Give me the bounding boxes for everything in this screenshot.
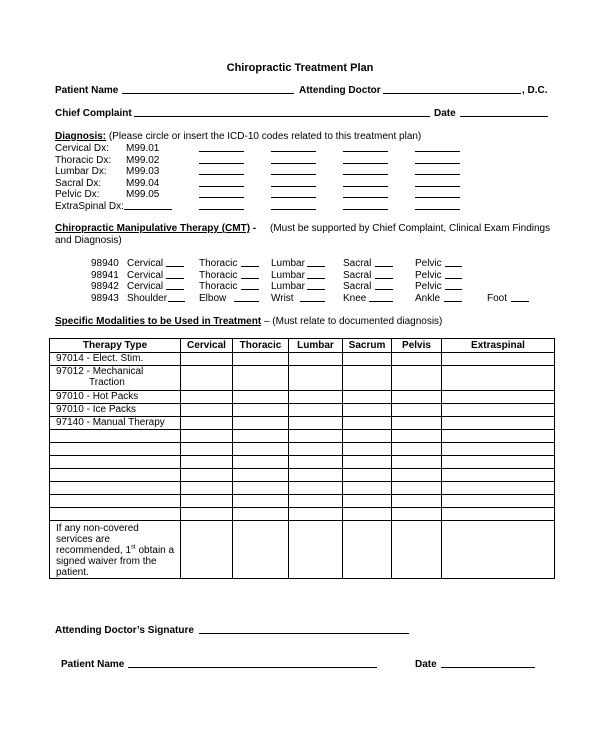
cmt-98943-knee-field[interactable]: [369, 292, 393, 302]
diagnosis-blank-field[interactable]: [199, 188, 244, 198]
table-cell[interactable]: [289, 456, 343, 469]
cmt-98941-sacral-field[interactable]: [375, 269, 393, 279]
therapy-elect-stim: 97014 - Elect. Stim.: [50, 353, 181, 366]
table-cell[interactable]: [181, 508, 233, 521]
table-cell[interactable]: [50, 456, 181, 469]
table-cell[interactable]: [442, 404, 555, 417]
table-cell[interactable]: [289, 469, 343, 482]
cmt-98942-lumbar-field[interactable]: [307, 280, 325, 290]
table-row: [50, 495, 555, 508]
table-cell[interactable]: [392, 482, 442, 495]
table-cell[interactable]: [233, 391, 289, 404]
cmt-code-98941: 98941: [91, 270, 119, 281]
diagnosis-label-cervical: Cervical Dx:: [55, 143, 109, 154]
table-row: [50, 508, 555, 521]
cmt-98943-elbow: Elbow: [199, 293, 227, 304]
table-cell[interactable]: [181, 469, 233, 482]
table-cell[interactable]: [343, 430, 392, 443]
therapy-ice-packs: 97010 - Ice Packs: [50, 404, 181, 417]
table-cell[interactable]: [442, 495, 555, 508]
table-cell[interactable]: [233, 417, 289, 430]
complaint-date-field[interactable]: [460, 107, 548, 117]
diagnosis-blank-field[interactable]: [199, 165, 244, 175]
diagnosis-blank-field[interactable]: [343, 165, 388, 175]
chief-complaint-field[interactable]: [134, 107, 430, 117]
table-cell[interactable]: [392, 391, 442, 404]
cmt-98943-wrist-field[interactable]: [300, 292, 325, 302]
table-cell[interactable]: [289, 521, 343, 579]
therapy-mechanical-traction: [50, 366, 181, 391]
table-cell[interactable]: [289, 366, 343, 391]
doctor-signature-label: Attending Doctor’s Signature: [55, 625, 194, 636]
table-cell[interactable]: [442, 482, 555, 495]
diagnosis-label-extraspinal: ExtraSpinal Dx:: [55, 201, 124, 212]
diagnosis-blank-field[interactable]: [415, 177, 460, 187]
therapy-mechanical-line2: Traction: [89, 377, 125, 388]
table-cell[interactable]: [343, 508, 392, 521]
table-cell[interactable]: [442, 366, 555, 391]
chief-complaint-label: Chief Complaint: [55, 108, 132, 119]
cmt-98941-sacral: Sacral: [343, 270, 372, 281]
table-cell[interactable]: [343, 353, 392, 366]
cmt-98942-pelvic: Pelvic: [415, 281, 442, 292]
diagnosis-blank-field[interactable]: [271, 177, 316, 187]
cmt-98942-thoracic: Thoracic: [199, 281, 238, 292]
col-header-sacrum: Sacrum: [343, 339, 392, 353]
table-cell[interactable]: [289, 482, 343, 495]
table-row: [50, 353, 555, 366]
cmt-98941-pelvic-field[interactable]: [445, 269, 462, 279]
cmt-98941-cervical: Cervical: [127, 270, 164, 281]
table-cell[interactable]: [392, 430, 442, 443]
table-row: [50, 469, 555, 482]
table-cell[interactable]: [392, 521, 442, 579]
modalities-note: – (Must relate to documented diagnosis): [261, 316, 443, 327]
diagnosis-label-thoracic: Thoracic Dx:: [55, 155, 112, 166]
table-cell[interactable]: [289, 495, 343, 508]
table-cell[interactable]: [233, 456, 289, 469]
table-cell[interactable]: [442, 521, 555, 579]
table-cell[interactable]: [343, 443, 392, 456]
table-cell[interactable]: [392, 366, 442, 391]
modalities-heading: Specific Modalities to be Used in Treatment: [55, 316, 262, 327]
table-cell[interactable]: [181, 353, 233, 366]
table-cell[interactable]: [181, 456, 233, 469]
therapy-mechanical-line1: 97012 - Mechanical: [56, 366, 144, 377]
diagnosis-blank-field[interactable]: [199, 177, 244, 187]
cmt-98942-pelvic-field[interactable]: [445, 280, 462, 290]
cmt-98942-sacral-field[interactable]: [375, 280, 393, 290]
cmt-heading-line: [55, 223, 256, 235]
cmt-98942-lumbar: Lumbar: [271, 281, 305, 292]
cmt-code-98942: 98942: [91, 281, 119, 292]
diagnosis-code-cervical: M99.01: [126, 143, 160, 154]
table-cell[interactable]: [233, 469, 289, 482]
table-cell[interactable]: [233, 366, 289, 391]
cmt-98940-thoracic: Thoracic: [199, 258, 238, 269]
diagnosis-blank-field[interactable]: [343, 200, 388, 210]
cmt-code-98943: 98943: [91, 293, 119, 304]
table-cell[interactable]: [442, 456, 555, 469]
table-cell[interactable]: [343, 456, 392, 469]
diagnosis-heading: Diagnosis:: [55, 131, 107, 142]
diagnosis-blank-field[interactable]: [415, 188, 460, 198]
table-cell[interactable]: [289, 417, 343, 430]
table-cell[interactable]: [233, 521, 289, 579]
table-cell[interactable]: [181, 521, 233, 579]
table-cell[interactable]: [343, 482, 392, 495]
diagnosis-blank-field[interactable]: [199, 142, 244, 152]
attending-doctor-label: Attending Doctor: [299, 85, 381, 96]
table-row: [50, 404, 555, 417]
table-cell[interactable]: [181, 495, 233, 508]
cmt-98941-thoracic: Thoracic: [199, 270, 238, 281]
table-cell[interactable]: [343, 521, 392, 579]
table-cell[interactable]: [50, 482, 181, 495]
col-header-extraspinal: Extraspinal: [442, 339, 555, 353]
cmt-dash: -: [250, 223, 257, 234]
diagnosis-blank-field[interactable]: [343, 177, 388, 187]
diagnosis-blank-field[interactable]: [343, 188, 388, 198]
table-cell[interactable]: [233, 443, 289, 456]
diagnosis-blank-field[interactable]: [415, 200, 460, 210]
cmt-98942-cervical-field[interactable]: [166, 280, 184, 290]
cmt-98943-foot: Foot: [487, 293, 508, 304]
table-cell[interactable]: [233, 404, 289, 417]
patient-name-label: Patient Name: [55, 85, 119, 96]
table-cell[interactable]: [392, 495, 442, 508]
cmt-98943-shoulder: Shoulder: [127, 293, 168, 304]
table-cell[interactable]: [343, 469, 392, 482]
table-cell[interactable]: [233, 353, 289, 366]
cmt-98941-cervical-field[interactable]: [166, 269, 184, 279]
table-row: [50, 366, 555, 391]
table-header-row: [50, 339, 555, 353]
doctor-signature-field[interactable]: [199, 624, 409, 634]
diagnosis-label-pelvic: Pelvic Dx:: [55, 189, 100, 200]
table-cell[interactable]: [289, 443, 343, 456]
diagnosis-label-lumbar: Lumbar Dx:: [55, 166, 107, 177]
diagnosis-blank-field[interactable]: [271, 154, 316, 164]
diagnosis-code-thoracic: M99.02: [126, 155, 160, 166]
col-header-thoracic: Thoracic: [233, 339, 289, 353]
patient-name-field[interactable]: [122, 84, 294, 94]
table-cell[interactable]: [181, 404, 233, 417]
diagnosis-blank-field[interactable]: [415, 165, 460, 175]
table-cell[interactable]: [289, 508, 343, 521]
cmt-98941-lumbar-field[interactable]: [307, 269, 325, 279]
complaint-date-label: Date: [434, 108, 456, 119]
modalities-table: [49, 338, 555, 579]
diagnosis-blank-field[interactable]: [271, 165, 316, 175]
table-row: [50, 456, 555, 469]
cmt-98940-thoracic-field[interactable]: [241, 257, 259, 267]
table-cell[interactable]: [233, 495, 289, 508]
table-row: [50, 417, 555, 430]
diagnosis-blank-field[interactable]: [199, 154, 244, 164]
diagnosis-blank-field[interactable]: [415, 154, 460, 164]
cmt-98943-elbow-field[interactable]: [234, 292, 259, 302]
modalities-heading-line: [55, 316, 442, 328]
table-cell[interactable]: [289, 404, 343, 417]
diagnosis-code-extraspinal-field[interactable]: [124, 200, 172, 210]
table-cell[interactable]: [442, 391, 555, 404]
table-cell[interactable]: [289, 353, 343, 366]
table-cell[interactable]: [392, 417, 442, 430]
col-header-cervical: Cervical: [181, 339, 233, 353]
table-cell[interactable]: [50, 495, 181, 508]
table-cell[interactable]: [50, 469, 181, 482]
patient-signature-field[interactable]: [128, 658, 377, 668]
cmt-98940-sacral-field[interactable]: [375, 257, 393, 267]
table-cell[interactable]: [181, 366, 233, 391]
table-cell[interactable]: [289, 391, 343, 404]
cmt-98943-ankle: Ankle: [415, 293, 441, 304]
cmt-98943-knee: Knee: [343, 293, 367, 304]
table-cell[interactable]: [442, 430, 555, 443]
dc-suffix: , D.C.: [522, 85, 548, 96]
table-row: [50, 482, 555, 495]
table-cell[interactable]: [392, 508, 442, 521]
cmt-98943-foot-field[interactable]: [511, 292, 529, 302]
diagnosis-blank-field[interactable]: [415, 142, 460, 152]
table-cell[interactable]: [233, 482, 289, 495]
table-cell[interactable]: [442, 469, 555, 482]
diagnosis-blank-field[interactable]: [343, 154, 388, 164]
diagnosis-code-lumbar: M99.03: [126, 166, 160, 177]
cmt-code-98940: 98940: [91, 258, 119, 269]
table-cell[interactable]: [442, 443, 555, 456]
table-cell[interactable]: [442, 508, 555, 521]
diagnosis-blank-field[interactable]: [271, 142, 316, 152]
patient-signature-label: Patient Name: [61, 659, 125, 670]
cmt-98941-lumbar: Lumbar: [271, 270, 305, 281]
table-cell[interactable]: [343, 404, 392, 417]
table-cell[interactable]: [181, 482, 233, 495]
cmt-98942-sacral: Sacral: [343, 281, 372, 292]
cmt-98940-lumbar: Lumbar: [271, 258, 305, 269]
table-cell[interactable]: [392, 456, 442, 469]
col-header-therapy-type: Therapy Type: [50, 339, 181, 353]
table-cell[interactable]: [181, 443, 233, 456]
non-covered-footnote: If any non-covered services are recommended, 1st obtain a signed waiver from the patient.: [50, 521, 181, 579]
cmt-98940-sacral: Sacral: [343, 258, 372, 269]
diagnosis-code-pelvic: M99.05: [126, 189, 160, 200]
page-title: Chiropractic Treatment Plan: [226, 62, 374, 74]
table-cell[interactable]: [343, 391, 392, 404]
diagnosis-blank-field[interactable]: [271, 200, 316, 210]
table-cell[interactable]: [343, 366, 392, 391]
table-cell[interactable]: [50, 430, 181, 443]
table-row: [50, 391, 555, 404]
table-cell[interactable]: [392, 404, 442, 417]
table-cell[interactable]: [181, 430, 233, 443]
table-cell[interactable]: [442, 353, 555, 366]
table-cell[interactable]: [392, 353, 442, 366]
patient-date-label: Date: [415, 659, 437, 670]
therapy-manual-therapy: 97140 - Manual Therapy: [50, 417, 181, 430]
table-cell[interactable]: [233, 508, 289, 521]
patient-date-field[interactable]: [441, 658, 535, 668]
col-header-lumbar: Lumbar: [289, 339, 343, 353]
diagnosis-blank-field[interactable]: [343, 142, 388, 152]
diagnosis-code-sacral: M99.04: [126, 178, 160, 189]
cmt-98940-lumbar-field[interactable]: [307, 257, 325, 267]
cmt-note-continued: and Diagnosis): [55, 235, 122, 246]
table-cell[interactable]: [392, 443, 442, 456]
cmt-98940-pelvic: Pelvic: [415, 258, 442, 269]
therapy-hot-packs: 97010 - Hot Packs: [50, 391, 181, 404]
cmt-heading: Chiropractic Manipulative Therapy (CMT): [55, 223, 251, 234]
table-cell[interactable]: [50, 443, 181, 456]
table-cell[interactable]: [233, 430, 289, 443]
col-header-pelvis: Pelvis: [392, 339, 442, 353]
cmt-98943-shoulder-field[interactable]: [168, 292, 185, 302]
table-row: [50, 521, 555, 579]
cmt-98943-wrist: Wrist: [271, 293, 294, 304]
cmt-98940-cervical: Cervical: [127, 258, 164, 269]
table-cell[interactable]: [343, 417, 392, 430]
cmt-98940-pelvic-field[interactable]: [445, 257, 462, 267]
table-cell[interactable]: [181, 417, 233, 430]
table-cell[interactable]: [50, 508, 181, 521]
table-cell[interactable]: [343, 495, 392, 508]
table-row: [50, 443, 555, 456]
table-row: [50, 430, 555, 443]
table-cell[interactable]: [289, 430, 343, 443]
diagnosis-blank-field[interactable]: [271, 188, 316, 198]
table-cell[interactable]: [442, 417, 555, 430]
diagnosis-label-sacral: Sacral Dx:: [55, 178, 102, 189]
cmt-98943-ankle-field[interactable]: [444, 292, 462, 302]
cmt-98940-cervical-field[interactable]: [166, 257, 184, 267]
cmt-98942-thoracic-field[interactable]: [241, 280, 259, 290]
attending-doctor-field[interactable]: [383, 84, 521, 94]
cmt-note: (Must be supported by Chief Complaint, Clinical Exam Findings: [270, 223, 551, 234]
diagnosis-instruction: (Please circle or insert the ICD-10 codes related to this treatment plan): [106, 131, 422, 142]
cmt-98942-cervical: Cervical: [127, 281, 164, 292]
cmt-98941-thoracic-field[interactable]: [241, 269, 259, 279]
diagnosis-blank-field[interactable]: [199, 200, 244, 210]
table-cell[interactable]: [392, 469, 442, 482]
cmt-98941-pelvic: Pelvic: [415, 270, 442, 281]
table-cell[interactable]: [181, 391, 233, 404]
